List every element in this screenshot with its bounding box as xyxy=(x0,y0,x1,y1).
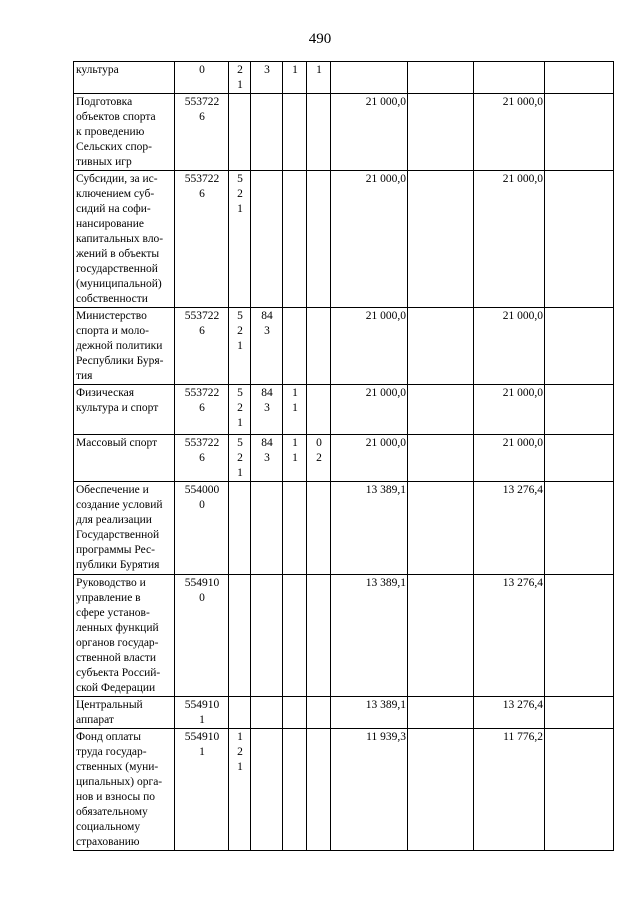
table-row xyxy=(74,729,614,851)
code-cell: 553722 6 xyxy=(175,308,229,385)
row-name-cell: Фонд оплаты труда государ- ственных (муни- ципальных) орга- нов и взносы по обязательному социальному страхованию xyxy=(74,729,175,851)
row-name-cell: Обеспечение и создание условий для реализации Государственной программы Рес- публики Бурятия xyxy=(74,482,175,575)
code-part-5-cell xyxy=(283,171,307,308)
code-part-5-cell xyxy=(283,697,307,729)
amount-1-cell: 11 939,3 xyxy=(331,729,408,851)
amount-2-cell xyxy=(408,308,474,385)
amount-3-cell: 11 776,2 xyxy=(474,729,545,851)
amount-3-cell xyxy=(474,62,545,94)
code-part-4-cell xyxy=(251,575,283,697)
row-name-cell: культура xyxy=(74,62,175,94)
amount-4-cell xyxy=(545,435,614,482)
amount-3-cell: 21 000,0 xyxy=(474,94,545,171)
code-part-4-cell xyxy=(251,482,283,575)
amount-3-cell: 13 276,4 xyxy=(474,575,545,697)
amount-2-cell xyxy=(408,435,474,482)
table-body xyxy=(74,62,614,851)
code-part-5-cell: 1 xyxy=(283,62,307,94)
amount-3-cell: 13 276,4 xyxy=(474,697,545,729)
code-cell: 553722 6 xyxy=(175,385,229,435)
amount-1-cell: 21 000,0 xyxy=(331,435,408,482)
amount-2-cell xyxy=(408,385,474,435)
code-part-4-cell xyxy=(251,171,283,308)
amount-4-cell xyxy=(545,171,614,308)
table-row xyxy=(74,435,614,482)
code-part-5-cell: 1 1 xyxy=(283,385,307,435)
table-row xyxy=(74,62,614,94)
code-part-4-cell xyxy=(251,94,283,171)
code-cell: 553722 6 xyxy=(175,94,229,171)
amount-1-cell xyxy=(331,62,408,94)
row-name-cell: Центральный аппарат xyxy=(74,697,175,729)
table-row xyxy=(74,385,614,435)
code-part-3-cell xyxy=(229,575,251,697)
code-cell: 554910 1 xyxy=(175,697,229,729)
row-name-cell: Субсидии, за ис- ключением суб- сидий на софи- нансирование капитальных вло- жений в объекты государственной (муниципальной) собственности xyxy=(74,171,175,308)
table-row xyxy=(74,482,614,575)
code-part-5-cell xyxy=(283,308,307,385)
amount-4-cell xyxy=(545,385,614,435)
row-name-cell: Массовый спорт xyxy=(74,435,175,482)
amount-2-cell xyxy=(408,575,474,697)
code-part-5-cell xyxy=(283,94,307,171)
table-row xyxy=(74,575,614,697)
code-cell: 554000 0 xyxy=(175,482,229,575)
code-part-6-cell: 0 2 xyxy=(307,435,331,482)
amount-3-cell: 21 000,0 xyxy=(474,435,545,482)
code-part-3-cell: 5 2 1 xyxy=(229,435,251,482)
amount-4-cell xyxy=(545,729,614,851)
code-part-4-cell: 84 3 xyxy=(251,435,283,482)
code-part-6-cell xyxy=(307,385,331,435)
code-part-3-cell xyxy=(229,697,251,729)
row-name-cell: Подготовка объектов спорта к проведению Сельских спор- тивных игр xyxy=(74,94,175,171)
code-part-3-cell: 1 2 1 xyxy=(229,729,251,851)
amount-2-cell xyxy=(408,729,474,851)
amount-3-cell: 21 000,0 xyxy=(474,385,545,435)
amount-4-cell xyxy=(545,482,614,575)
table-row xyxy=(74,308,614,385)
amount-1-cell: 21 000,0 xyxy=(331,171,408,308)
code-cell: 554910 1 xyxy=(175,729,229,851)
amount-2-cell xyxy=(408,94,474,171)
amount-2-cell xyxy=(408,171,474,308)
amount-1-cell: 13 389,1 xyxy=(331,697,408,729)
code-part-4-cell xyxy=(251,729,283,851)
amount-1-cell: 13 389,1 xyxy=(331,575,408,697)
amount-1-cell: 21 000,0 xyxy=(331,385,408,435)
amount-2-cell xyxy=(408,697,474,729)
code-part-6-cell xyxy=(307,94,331,171)
code-part-6-cell xyxy=(307,308,331,385)
row-name-cell: Физическая культура и спорт xyxy=(74,385,175,435)
amount-2-cell xyxy=(408,62,474,94)
code-part-3-cell: 5 2 1 xyxy=(229,171,251,308)
code-part-6-cell xyxy=(307,697,331,729)
amount-1-cell: 21 000,0 xyxy=(331,94,408,171)
code-cell: 554910 0 xyxy=(175,575,229,697)
code-cell: 553722 6 xyxy=(175,171,229,308)
code-part-3-cell: 2 1 xyxy=(229,62,251,94)
amount-3-cell: 13 276,4 xyxy=(474,482,545,575)
page-number: 490 xyxy=(308,31,332,47)
amount-4-cell xyxy=(545,697,614,729)
amount-1-cell: 13 389,1 xyxy=(331,482,408,575)
amount-4-cell xyxy=(545,575,614,697)
code-part-3-cell: 5 2 1 xyxy=(229,385,251,435)
amount-3-cell: 21 000,0 xyxy=(474,308,545,385)
code-part-4-cell: 3 xyxy=(251,62,283,94)
amount-3-cell: 21 000,0 xyxy=(474,171,545,308)
row-name-cell: Министерство спорта и моло- дежной политики Республики Буря- тия xyxy=(74,308,175,385)
code-part-5-cell xyxy=(283,729,307,851)
code-part-3-cell xyxy=(229,94,251,171)
table-row xyxy=(74,697,614,729)
code-part-3-cell: 5 2 1 xyxy=(229,308,251,385)
table-row xyxy=(74,94,614,171)
amount-4-cell xyxy=(545,62,614,94)
code-part-6-cell: 1 xyxy=(307,62,331,94)
code-part-4-cell: 84 3 xyxy=(251,385,283,435)
amount-4-cell xyxy=(545,94,614,171)
code-part-5-cell xyxy=(283,575,307,697)
code-part-6-cell xyxy=(307,729,331,851)
code-cell: 553722 6 xyxy=(175,435,229,482)
budget-table xyxy=(73,61,614,851)
amount-1-cell: 21 000,0 xyxy=(331,308,408,385)
code-part-6-cell xyxy=(307,575,331,697)
code-part-4-cell: 84 3 xyxy=(251,308,283,385)
code-cell: 0 xyxy=(175,62,229,94)
code-part-5-cell: 1 1 xyxy=(283,435,307,482)
row-name-cell: Руководство и управление в сфере установ- ленных функций органов государ- ственной власти субъекта Россий- ской Федерации xyxy=(74,575,175,697)
table-row xyxy=(74,171,614,308)
amount-4-cell xyxy=(545,308,614,385)
code-part-3-cell xyxy=(229,482,251,575)
amount-2-cell xyxy=(408,482,474,575)
code-part-6-cell xyxy=(307,171,331,308)
code-part-4-cell xyxy=(251,697,283,729)
code-part-5-cell xyxy=(283,482,307,575)
code-part-6-cell xyxy=(307,482,331,575)
